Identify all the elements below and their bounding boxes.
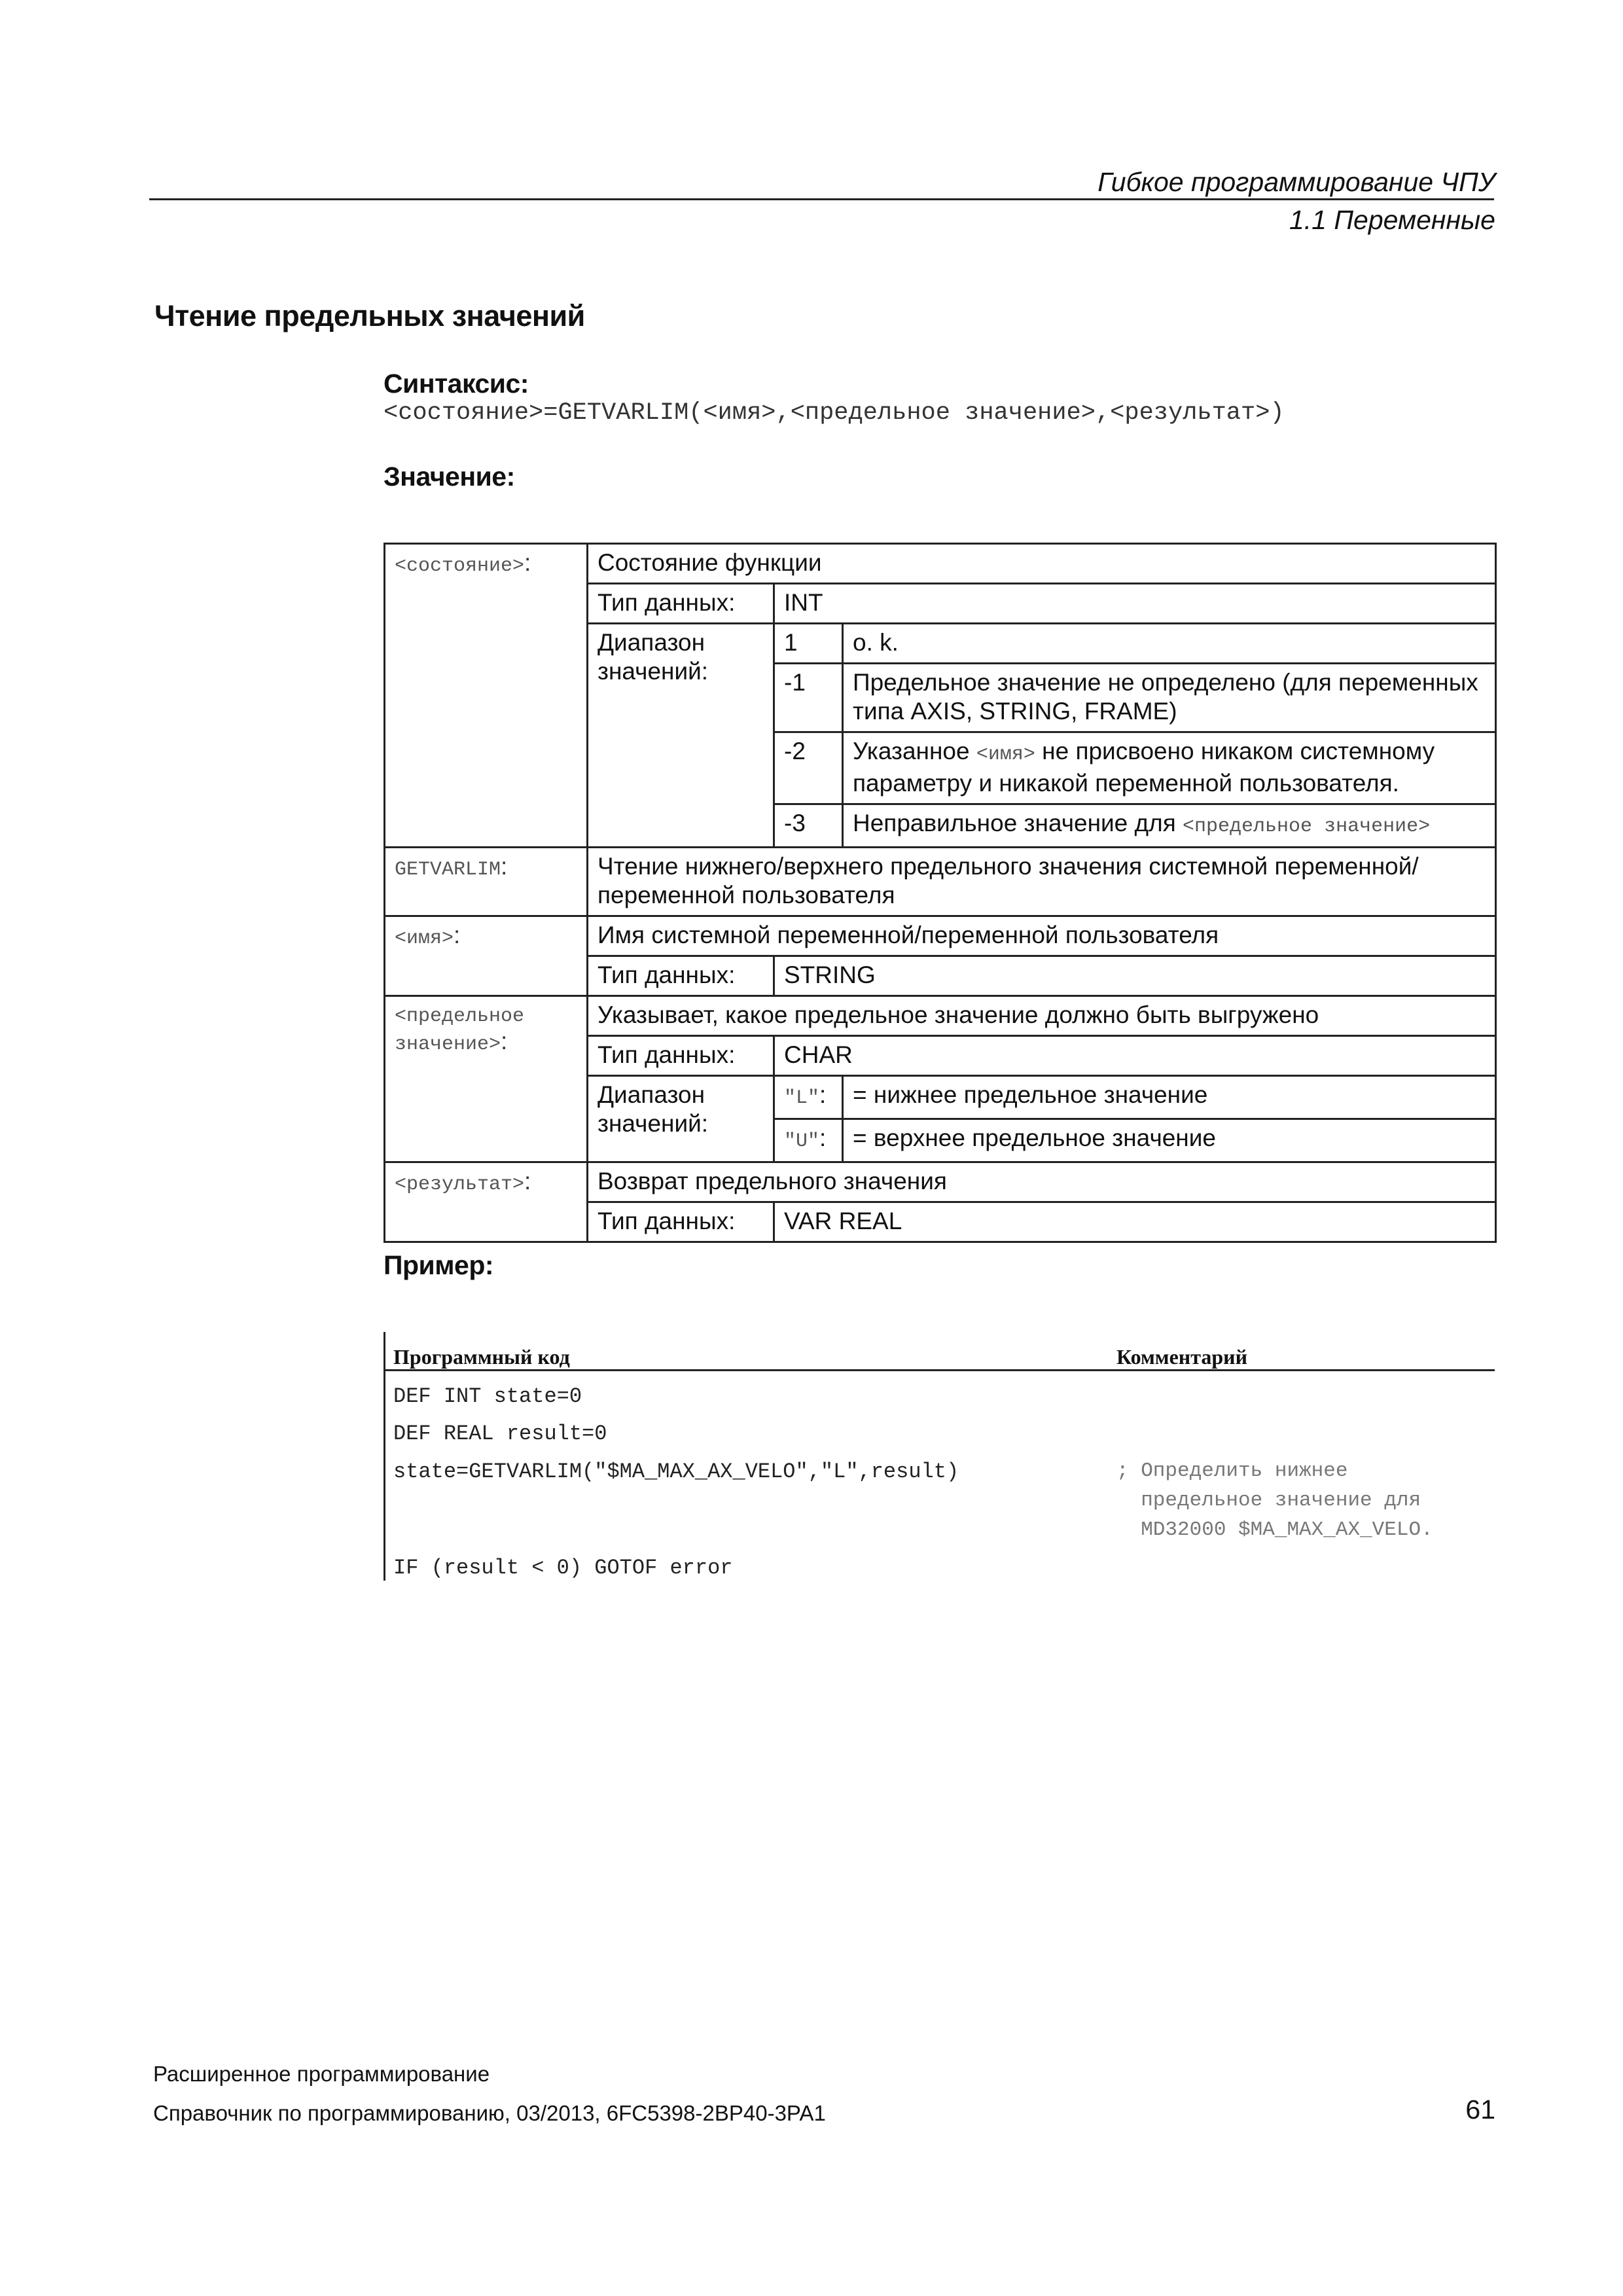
example-label: Пример: <box>383 1250 494 1280</box>
code-comment: ; Определить нижнее предельное значение для MD32000 $MA_MAX_AX_VELO. <box>1116 1460 1433 1541</box>
syntax-line: <состояние>=GETVARLIM(<имя>,<предельное значение>,<результат>) <box>383 399 1285 427</box>
value-text: Указанное <имя> не присвоено никаком системному параметру и никакой переменной пользователя. <box>843 732 1496 804</box>
parameter-table <box>383 543 1497 1243</box>
value-code: 1 <box>774 624 843 664</box>
param-desc-name: Имя системной переменной/переменной пользователя <box>588 916 1496 956</box>
param-desc-result: Возврат предельного значения <box>588 1162 1496 1202</box>
value-code: -2 <box>774 732 843 804</box>
datatype-value: VAR REAL <box>774 1202 1496 1242</box>
param-desc-limit: Указывает, какое предельное значение должно быть выгружено <box>588 996 1496 1036</box>
value-text: o. k. <box>843 624 1496 664</box>
datatype-label: Тип данных: <box>588 956 774 996</box>
syntax-label: Синтаксис: <box>383 368 529 399</box>
value-code: -3 <box>774 804 843 848</box>
code-line: state=GETVARLIM("$MA_MAX_AX_VELO","L",result) <box>393 1460 959 1484</box>
header-rule <box>149 198 1494 200</box>
range-label: Диапазон значений: <box>588 624 774 848</box>
running-header-section: 1.1 Переменные <box>1289 205 1495 235</box>
param-key-getvarlim: GETVARLIM: <box>385 848 588 916</box>
footer-document-title: Расширенное программирование <box>153 2062 490 2086</box>
code-header-rule <box>385 1369 1495 1371</box>
meaning-label: Значение: <box>383 461 515 492</box>
code-column-header: Программный код <box>393 1345 570 1369</box>
table-row <box>385 996 1496 1036</box>
running-header-title: Гибкое программирование ЧПУ <box>1097 167 1495 197</box>
table-row <box>385 544 1496 584</box>
datatype-value: INT <box>774 584 1496 624</box>
comment-column-header: Комментарий <box>1116 1345 1248 1369</box>
value-code: -1 <box>774 664 843 732</box>
section-heading: Чтение предельных значений <box>154 299 585 332</box>
param-key-limit: <предельное значение>: <box>385 996 588 1162</box>
value-text: = верхнее предельное значение <box>843 1119 1496 1162</box>
param-key-status: <состояние>: <box>385 544 588 848</box>
datatype-value: CHAR <box>774 1036 1496 1076</box>
table-row <box>385 1162 1496 1202</box>
table-row <box>385 916 1496 956</box>
value-text: Предельное значение не определено (для переменных типа AXIS, STRING, FRAME) <box>843 664 1496 732</box>
datatype-value: STRING <box>774 956 1496 996</box>
datatype-label: Тип данных: <box>588 1036 774 1076</box>
datatype-label: Тип данных: <box>588 1202 774 1242</box>
range-label: Диапазон значений: <box>588 1076 774 1162</box>
code-line: DEF REAL result=0 <box>393 1422 607 1446</box>
param-desc-getvarlim: Чтение нижнего/верхнего предельного значения системной переменной/переменной пользователя <box>588 848 1496 916</box>
table-row <box>385 848 1496 916</box>
footer-document-info: Справочник по программированию, 03/2013, 6FC5398-2BP40-3PA1 <box>153 2101 826 2125</box>
param-desc-status: Состояние функции <box>588 544 1496 584</box>
param-key-result: <результат>: <box>385 1162 588 1242</box>
code-line: DEF INT state=0 <box>393 1384 582 1408</box>
datatype-label: Тип данных: <box>588 584 774 624</box>
page-number: 61 <box>1465 2094 1495 2125</box>
value-code: "L": <box>774 1076 843 1119</box>
param-key-name: <имя>: <box>385 916 588 996</box>
value-text: = нижнее предельное значение <box>843 1076 1496 1119</box>
code-line: IF (result < 0) GOTOF error <box>393 1556 733 1580</box>
value-text: Неправильное значение для <предельное значение> <box>843 804 1496 848</box>
value-code: "U": <box>774 1119 843 1162</box>
